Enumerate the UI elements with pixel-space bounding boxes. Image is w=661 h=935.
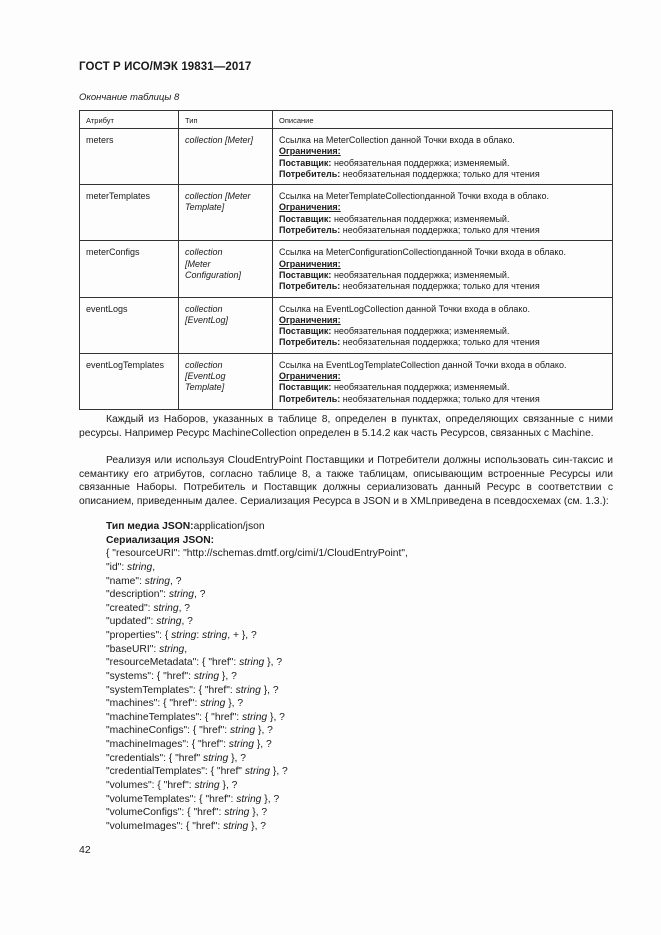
attribute-cell: meterConfigs [80,241,179,297]
json-schema-line: "machineTemplates": { "href": string }, ? [106,711,285,723]
table-row [80,185,613,241]
column-header-attribute: Атрибут [80,111,179,129]
restrictions-label: Ограничения: [279,146,341,157]
table-row [80,129,613,185]
consumer-line: Потребитель: необязательная поддержка; только для чтения [279,168,540,179]
column-header-type: Тип [179,111,273,129]
json-schema-line: "machineConfigs": { "href": string }, ? [106,725,273,737]
json-schema-line: "created": string, ? [106,602,191,614]
description-cell [273,129,613,185]
type-cell [179,185,273,241]
restrictions-label: Ограничения: [279,314,341,325]
attributes-table [79,110,613,410]
attribute-cell: eventLogTemplates [80,353,179,409]
type-line: collection [185,359,223,370]
json-schema-line: "baseURI": string, [106,643,188,655]
attribute-cell: meters [80,129,179,185]
description-text: Ссылка на EventLogTemplateCollection данной Точки входа в облако. [279,359,567,370]
page-number: 42 [79,844,91,856]
json-schema-line: { "resourceURI": "http://schemas.dmtf.org/cimi/1/CloudEntryPoint", [106,548,408,560]
table-row [80,297,613,353]
json-schema-line: "machines": { "href": string }, ? [106,698,244,710]
media-type-line: Тип медиа JSON:application/json [106,521,265,532]
column-header-description: Описание [273,111,613,129]
description-cell [273,241,613,297]
type-cell [179,297,273,353]
type-line: collection [185,247,223,258]
json-schema-line: "credentials": { "href" string }, ? [106,752,246,764]
description-text: Ссылка на MeterCollection данной Точки входа в облако. [279,135,515,145]
json-schema-line: "credentialTemplates": { "href" string }, ? [106,766,288,778]
attribute-cell: meterTemplates [80,185,179,241]
serialization-label: Сериализация JSON: [106,534,215,546]
table-row [80,353,613,409]
restrictions-label: Ограничения: [279,202,341,213]
json-schema-line: "volumes": { "href": string }, ? [106,779,238,791]
provider-line: Поставщик: необязательная поддержка; изменяемый. [279,269,510,280]
json-schema-line: "id": string, [106,561,156,573]
consumer-line: Потребитель: необязательная поддержка; только для чтения [279,393,540,404]
attribute-cell: eventLogs [80,297,179,353]
consumer-line: Потребитель: необязательная поддержка; только для чтения [279,225,540,236]
description-cell [273,185,613,241]
table-caption: Окончание таблицы 8 [79,92,180,103]
description-cell [273,353,613,409]
type-line: Configuration] [185,269,242,280]
json-schema-line: "properties": { string: string, + }, ? [106,630,257,641]
json-schema-line: "name": string, ? [106,575,182,587]
document-header: ГОСТ Р ИСО/МЭК 19831—2017 [79,61,252,73]
type-line: Template] [185,202,225,213]
json-schema-line: "systemTemplates": { "href": string }, ? [106,684,279,696]
json-schema-line: "systems": { "href": string }, ? [106,670,237,682]
json-schema-line: "volumeImages": { "href": string }, ? [106,820,267,832]
paragraph-collections: Каждый из Наборов, указанных в таблице 8, определен в пунктах, определяющих связанные с ними ресурсы. Например Ресурс MachineCollection определен в 5.14.2 как часть Ресурсов, связанных с Machine. [79,414,613,439]
consumer-line: Потребитель: необязательная поддержка; только для чтения [279,337,540,348]
json-pseudoschema [106,520,408,833]
json-schema-line: "resourceMetadata": { "href": string }, ? [106,657,283,669]
description-text: Ссылка на MeterConfigurationCollectionданной Точки входа в облако. [279,247,566,258]
restrictions-label: Ограничения: [279,258,341,269]
json-schema-line: "updated": string, ? [106,616,193,628]
provider-line: Поставщик: необязательная поддержка; изменяемый. [279,213,510,224]
type-line: collection [185,303,223,314]
provider-line: Поставщик: необязательная поддержка; изменяемый. [279,382,510,393]
type-cell [179,129,273,185]
type-cell [179,353,273,409]
description-cell [273,297,613,353]
type-line: Template] [185,382,225,393]
paragraph-serialization: Реализуя или используя CloudEntryPoint Поставщики и Потребители должны использовать син-таксис и семантику его атрибутов, согласно таблице 8, а также таблицам, описывающим встроенные Ресурсы или связанные Наборы. Потребитель и Поставщик должны сериализовать данный Ресурс в соответствии с описанием, приведенным далее. Сериализация Ресурса в JSON и в XMLприведена в псевдосхемах (см. 1.3.): [79,455,613,507]
type-line: [EventLog] [185,314,229,325]
description-text: Ссылка на MeterTemplateCollectionданной Точки входа в облако. [279,191,549,202]
type-cell [179,241,273,297]
type-line: [Meter [185,258,211,269]
provider-line: Поставщик: необязательная поддержка; изменяемый. [279,326,510,337]
type-line: [EventLog [185,371,226,382]
restrictions-label: Ограничения: [279,371,341,382]
consumer-line: Потребитель: необязательная поддержка; только для чтения [279,281,540,292]
json-schema-line: "volumeConfigs": { "href": string }, ? [106,807,268,819]
table-header-row [80,111,613,129]
description-text: Ссылка на EventLogCollection данной Точки входа в облако. [279,303,530,314]
provider-line: Поставщик: необязательная поддержка; изменяемый. [279,157,510,168]
type-line: collection [Meter [185,191,251,202]
table-row [80,241,613,297]
json-schema-line: "machineImages": { "href": string }, ? [106,739,272,750]
json-schema-line: "volumeTemplates": { "href": string }, ? [106,793,280,805]
json-schema-line: "description": string, ? [106,589,206,601]
type-line: collection [Meter] [185,135,254,145]
